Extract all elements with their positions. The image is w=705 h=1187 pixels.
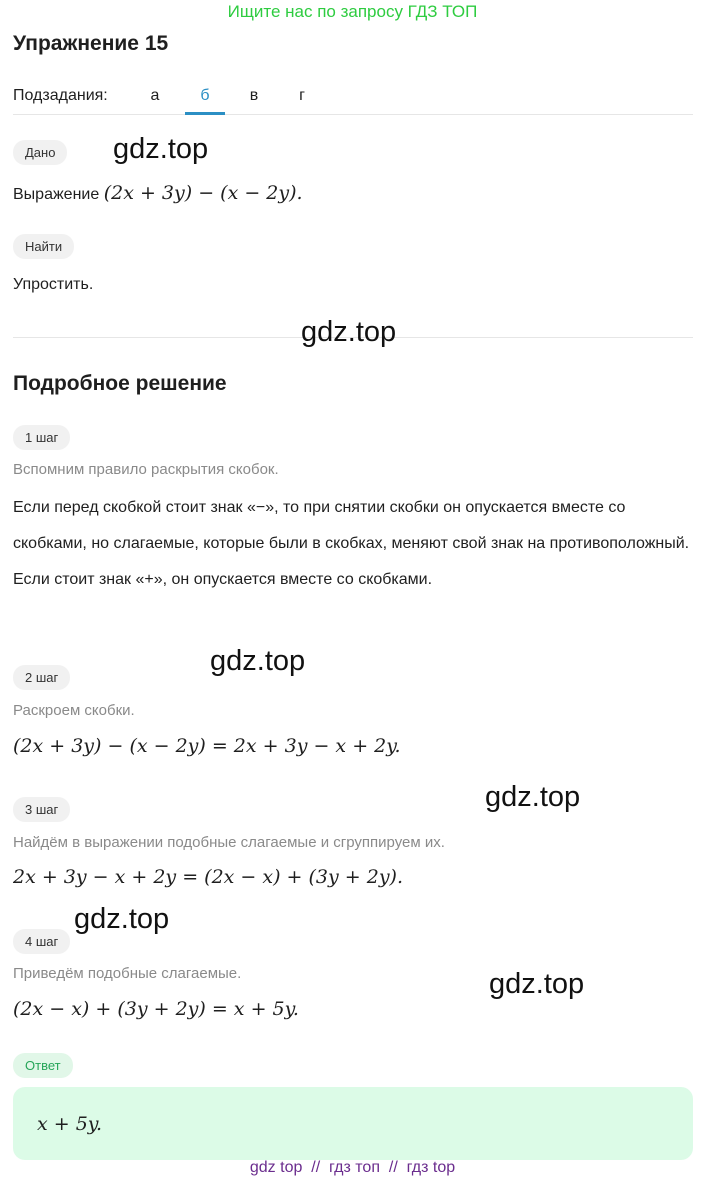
promo-banner: Ищите нас по запросу ГДЗ ТОП <box>227 2 478 21</box>
tab-a[interactable]: а <box>150 87 160 104</box>
tab-b[interactable]: б <box>200 87 210 104</box>
given-text <box>13 182 303 204</box>
given-badge: Дано <box>13 140 67 165</box>
step-1-hint: Вспомним правило раскрытия скобок. <box>13 461 279 478</box>
step-1-text: Если перед скобкой стоит знак «−», то при снятии скобки он опускается вместе со скобками, но слагаемые, которые были в скобках, меняют свой знак на противоположный. Если стоит знак «+», он опускается вместе со скобками. <box>13 499 690 588</box>
step-4-badge: 4 шаг <box>13 929 70 954</box>
given-expression: (2x + 3y) − (x − 2y). <box>103 182 303 204</box>
tab-g[interactable]: г <box>299 87 305 104</box>
tab-v[interactable]: в <box>249 87 259 104</box>
step-4-hint: Приведём подобные слагаемые. <box>13 965 242 982</box>
find-badge: Найти <box>13 234 74 259</box>
watermark: gdz.top <box>210 645 306 677</box>
step-2-math: (2x + 3y) − (x − 2y) = 2x + 3y − x + 2y. <box>13 735 401 757</box>
step-3-hint: Найдём в выражении подобные слагаемые и сгруппируем их. <box>13 834 445 851</box>
step-2-hint: Раскроем скобки. <box>13 702 135 719</box>
footer-watermark <box>0 1159 705 1177</box>
watermark: gdz.top <box>485 781 581 813</box>
answer-box <box>13 1087 693 1160</box>
step-4-math: (2x − x) + (3y + 2y) = x + 5y. <box>13 998 299 1020</box>
active-tab-indicator <box>185 112 225 115</box>
subtasks-label: Подзадания: <box>13 87 108 104</box>
tabs-divider <box>13 114 693 115</box>
find-text: Упростить. <box>13 276 94 293</box>
watermark: gdz.top <box>74 903 170 935</box>
watermark: gdz.top <box>489 968 585 1000</box>
step-2-badge: 2 шаг <box>13 665 70 690</box>
step-1-badge: 1 шаг <box>13 425 70 450</box>
solution-title: Подробное решение <box>13 372 227 395</box>
footer-text: gdz top // гдз топ // гдз top <box>249 1159 456 1176</box>
answer-badge: Ответ <box>13 1053 73 1078</box>
step-3-math: 2x + 3y − x + 2y = (2x − x) + (3y + 2y). <box>13 866 404 888</box>
page-title: Упражнение 15 <box>13 32 169 55</box>
step-3-badge: 3 шаг <box>13 797 70 822</box>
answer-math: x + 5y. <box>37 1113 103 1135</box>
given-label: Выражение <box>13 186 100 203</box>
watermark: gdz.top <box>301 316 397 348</box>
watermark: gdz.top <box>113 133 209 165</box>
